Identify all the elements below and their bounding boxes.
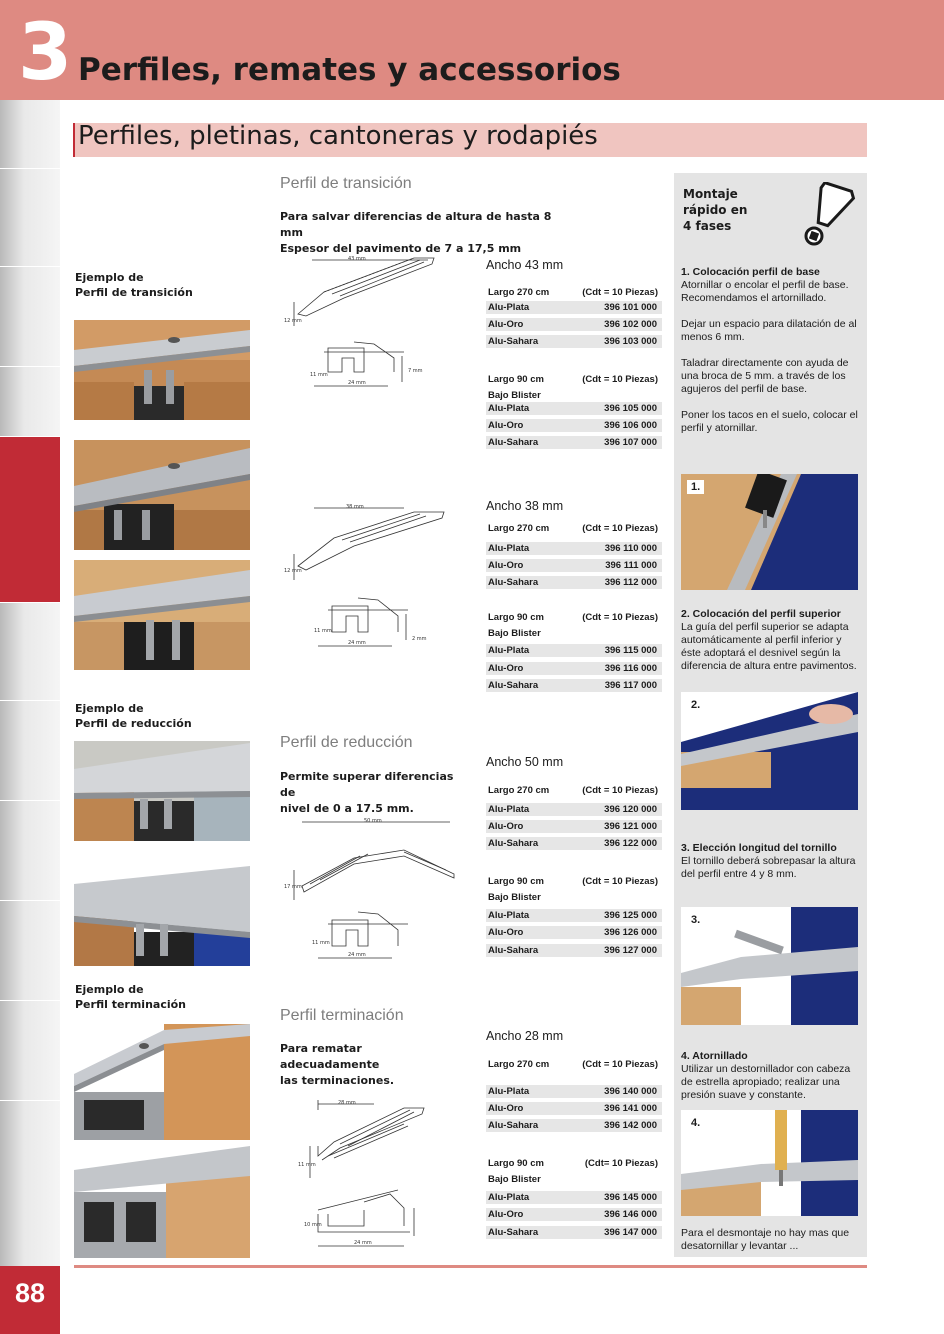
table-row	[486, 1208, 662, 1221]
technical-drawing-50mm	[294, 822, 454, 958]
finish-cell: Alu-Oro	[488, 420, 524, 431]
step-1-text	[681, 266, 861, 435]
table-row	[486, 576, 662, 589]
ref-cell: 396 141 000	[604, 1103, 657, 1114]
ref-cell: 396 120 000	[604, 804, 657, 815]
finish-cell: Alu-Plata	[488, 910, 530, 921]
ref-cell: 396 125 000	[604, 910, 657, 921]
finish-cell: Alu-Oro	[488, 319, 524, 330]
ref-cell: 396 103 000	[604, 336, 657, 347]
step-4-text	[681, 1050, 861, 1102]
example-label-transition	[75, 270, 225, 300]
dim-label: 12 mm	[284, 568, 302, 574]
table-row	[486, 679, 662, 692]
table-row	[486, 644, 662, 657]
step-photo-label: 1.	[687, 480, 704, 494]
step-paragraph: Dejar un espacio para dilatación de al menos 6 mm.	[681, 318, 857, 343]
ref-cell: 396 111 000	[605, 560, 657, 571]
step-photo-label: 2.	[687, 698, 704, 712]
finish-cell: Alu-Sahara	[488, 1120, 539, 1131]
chapter-title: Perfiles, remates y accessorios	[78, 52, 621, 88]
step-3-photo	[681, 907, 858, 1025]
table-row	[486, 1102, 662, 1115]
pack-label: (Cdt = 10 Piezas)	[582, 374, 658, 385]
step-title: 2. Colocación del perfil superior	[681, 608, 841, 620]
product-photo-transition-2	[74, 440, 250, 550]
ref-cell: 396 115 000	[604, 645, 657, 656]
technical-drawing-38mm	[294, 508, 444, 646]
step-2-text	[681, 608, 861, 673]
example-label-termination	[75, 982, 225, 1012]
example-line: Perfil terminación	[75, 998, 187, 1011]
dim-label: 43 mm	[348, 256, 366, 262]
finish-cell: Alu-Plata	[488, 543, 530, 554]
bottom-rule	[74, 1265, 867, 1268]
product-desc-transition	[280, 209, 570, 257]
length-label: Largo 270 cm	[488, 785, 550, 796]
dim-label: 2 mm	[412, 636, 427, 642]
pack-label: (Cdt = 10 Piezas)	[582, 1059, 658, 1070]
finish-cell: Alu-Sahara	[488, 680, 539, 691]
desc-line: Para rematar adecuadamente	[280, 1042, 380, 1071]
ref-cell: 396 145 000	[604, 1192, 657, 1203]
ref-cell: 396 140 000	[604, 1086, 657, 1097]
table-row	[486, 909, 662, 922]
ref-cell: 396 147 000	[604, 1227, 657, 1238]
ref-cell: 396 122 000	[604, 838, 657, 849]
table-row	[486, 559, 662, 572]
finish-cell: Alu-Plata	[488, 302, 530, 313]
dim-label: 12 mm	[284, 318, 302, 324]
example-label-reduction	[75, 701, 225, 731]
table-row	[486, 1119, 662, 1132]
step-title: 4. Atornillado	[681, 1050, 748, 1062]
finish-cell: Alu-Plata	[488, 645, 530, 656]
example-line: Ejemplo de	[75, 702, 144, 715]
side-tab[interactable]	[0, 1100, 60, 1200]
product-photo-reduction-1	[74, 741, 250, 841]
product-desc-reduction	[280, 769, 460, 817]
length-label: Largo 270 cm	[488, 523, 550, 534]
product-photo-reduction-2	[74, 862, 250, 966]
step-photo-label: 4.	[687, 1116, 704, 1130]
dim-label: 11 mm	[310, 372, 328, 378]
dim-label: 17 mm	[284, 884, 302, 890]
ref-cell: 396 106 000	[604, 420, 657, 431]
blister-label: Bajo Blister	[488, 628, 541, 639]
side-tab[interactable]	[0, 266, 60, 366]
finish-cell: Alu-Plata	[488, 804, 530, 815]
section-title: Perfiles, pletinas, cantoneras y rodapiés	[78, 121, 598, 151]
blister-label: Bajo Blister	[488, 390, 541, 401]
desc-line: Espesor del pavimento de 7 a 17,5 mm	[280, 242, 522, 255]
technical-drawing-28mm	[310, 1100, 424, 1246]
dim-label: 11 mm	[314, 628, 332, 634]
finish-cell: Alu-Sahara	[488, 1227, 539, 1238]
width-label: Ancho 43 mm	[486, 258, 564, 272]
table-row	[486, 542, 662, 555]
ref-cell: 396 117 000	[604, 680, 657, 691]
length-label: Largo 90 cm	[488, 876, 544, 887]
example-line: Ejemplo de	[75, 271, 144, 284]
desc-line: las terminaciones.	[280, 1074, 395, 1087]
ref-cell: 396 127 000	[604, 945, 657, 956]
ref-cell: 396 107 000	[604, 437, 657, 448]
desc-line: Para salvar diferencias de altura de hasta 8 mm	[280, 210, 552, 239]
product-photo-termination-1	[74, 1024, 250, 1140]
pack-label: (Cdt = 10 Piezas)	[582, 287, 658, 298]
finish-cell: Alu-Sahara	[488, 838, 539, 849]
product-photo-transition-1	[74, 320, 250, 420]
table-row	[486, 318, 662, 331]
finish-cell: Alu-Oro	[488, 560, 524, 571]
technical-drawing-43mm	[284, 252, 464, 402]
step-title: 3. Elección longitud del tornillo	[681, 842, 837, 854]
dim-label: 24 mm	[354, 1240, 372, 1246]
table-row	[486, 335, 662, 348]
step-1-photo	[681, 474, 858, 590]
chapter-number: 3	[18, 8, 73, 98]
montaje-footer-note: Para el desmontaje no hay mas que desatornillar y levantar ...	[681, 1227, 850, 1252]
example-line: Perfil de transición	[75, 286, 193, 299]
table-row	[486, 944, 662, 957]
montaje-title-line: rápido en	[683, 203, 748, 217]
table-row	[486, 820, 662, 833]
table-row	[486, 1085, 662, 1098]
dim-label: 38 mm	[346, 504, 364, 510]
finish-cell: Alu-Sahara	[488, 577, 539, 588]
finish-cell: Alu-Sahara	[488, 336, 539, 347]
table-row	[486, 301, 662, 314]
step-photo-label: 3.	[687, 913, 704, 927]
table-row	[486, 803, 662, 816]
desc-line: Permite superar diferencias de	[280, 770, 454, 799]
side-tab[interactable]	[0, 366, 60, 436]
dim-label: 7 mm	[408, 368, 423, 374]
ref-cell: 396 102 000	[604, 319, 657, 330]
example-line: Ejemplo de	[75, 983, 144, 996]
dim-label: 28 mm	[338, 1100, 356, 1106]
step-paragraph: Taladrar directamente con ayuda de una broca de 5 mm. a través de los agujeros del perfil de base.	[681, 357, 849, 395]
ref-cell: 396 110 000	[604, 543, 657, 554]
dim-label: 50 mm	[364, 818, 382, 824]
ref-cell: 396 146 000	[604, 1209, 657, 1220]
length-label: Largo 90 cm	[488, 1158, 544, 1169]
blister-label: Bajo Blister	[488, 1174, 541, 1185]
width-label: Ancho 50 mm	[486, 755, 564, 769]
side-tab[interactable]	[0, 900, 60, 1000]
step-3-text	[681, 842, 861, 881]
length-label: Largo 270 cm	[488, 1059, 550, 1070]
table-row	[486, 419, 662, 432]
product-heading-reduction: Perfil de reducción	[280, 734, 413, 751]
step-2-photo	[681, 692, 858, 810]
ref-cell: 396 101 000	[604, 302, 657, 313]
step-paragraph: Atornillar o encolar el perfil de base. Recomendamos el artornillado.	[681, 279, 849, 304]
length-label: Largo 90 cm	[488, 374, 544, 385]
side-tab-active[interactable]	[0, 436, 60, 602]
ref-cell: 396 126 000	[604, 927, 657, 938]
side-tab[interactable]	[0, 700, 60, 800]
finish-cell: Alu-Plata	[488, 1086, 530, 1097]
width-label: Ancho 38 mm	[486, 499, 564, 513]
dim-label: 24 mm	[348, 640, 366, 646]
page-number: 88	[14, 1278, 46, 1308]
table-row	[486, 436, 662, 449]
step-4-photo	[681, 1110, 858, 1216]
table-row	[486, 1226, 662, 1239]
finish-cell: Alu-Sahara	[488, 437, 539, 448]
table-row	[486, 837, 662, 850]
length-label: Largo 90 cm	[488, 612, 544, 623]
product-photo-termination-2	[74, 1146, 250, 1258]
step-paragraph: La guía del perfil superior se adapta automáticamente al perfil inferior y éste adoptará el desnivel según la diferencia de altura entre pavimentos.	[681, 621, 857, 672]
finish-cell: Alu-Plata	[488, 403, 530, 414]
product-heading-transition: Perfil de transición	[280, 175, 412, 192]
product-desc-termination	[280, 1041, 460, 1089]
product-heading-termination: Perfil terminación	[280, 1007, 404, 1024]
wrench-icon	[796, 182, 856, 248]
finish-cell: Alu-Oro	[488, 663, 524, 674]
montaje-title-line: Montaje	[683, 187, 738, 201]
ref-cell: 396 112 000	[604, 577, 657, 588]
table-row	[486, 1191, 662, 1204]
pack-label: (Cdt = 10 Piezas)	[582, 523, 658, 534]
finish-cell: Alu-Oro	[488, 1209, 524, 1220]
width-label: Ancho 28 mm	[486, 1029, 564, 1043]
montaje-title	[683, 186, 783, 234]
table-row	[486, 662, 662, 675]
dim-label: 11 mm	[298, 1162, 316, 1168]
dim-label: 24 mm	[348, 952, 366, 958]
table-row	[486, 402, 662, 415]
pack-label: (Cdt = 10 Piezas)	[582, 785, 658, 796]
side-tab[interactable]	[0, 602, 60, 700]
product-photo-transition-3	[74, 560, 250, 670]
dim-label: 10 mm	[304, 1222, 322, 1228]
finish-cell: Alu-Plata	[488, 1192, 530, 1203]
finish-cell: Alu-Oro	[488, 1103, 524, 1114]
dim-label: 24 mm	[348, 380, 366, 386]
pack-label: (Cdt = 10 Piezas)	[582, 876, 658, 887]
montaje-title-line: 4 fases	[683, 219, 732, 233]
dim-label: 11 mm	[312, 940, 330, 946]
pack-label: (Cdt = 10 Piezas)	[582, 612, 658, 623]
ref-cell: 396 121 000	[604, 821, 657, 832]
side-tab[interactable]	[0, 1000, 60, 1100]
side-tab[interactable]	[0, 800, 60, 900]
step-title: 1. Colocación perfil de base	[681, 266, 820, 278]
step-paragraph: Poner los tacos en el suelo, colocar el perfil y atornillar.	[681, 409, 858, 434]
table-row	[486, 926, 662, 939]
ref-cell: 396 142 000	[604, 1120, 657, 1131]
finish-cell: Alu-Sahara	[488, 945, 539, 956]
step-paragraph: Utilizar un destornillador con cabeza de estrella apropiado; realizar una presión suave y constante.	[681, 1063, 851, 1101]
desc-line: nivel de 0 a 17.5 mm.	[280, 802, 414, 815]
ref-cell: 396 105 000	[604, 403, 657, 414]
pack-label: (Cdt= 10 Piezas)	[584, 1158, 658, 1169]
finish-cell: Alu-Oro	[488, 821, 524, 832]
length-label: Largo 270 cm	[488, 287, 550, 298]
blister-label: Bajo Blister	[488, 892, 541, 903]
finish-cell: Alu-Oro	[488, 927, 524, 938]
step-paragraph: El tornillo deberá sobrepasar la altura del perfil entre 4 y 8 mm.	[681, 855, 856, 880]
side-tab[interactable]	[0, 168, 60, 266]
ref-cell: 396 116 000	[604, 663, 657, 674]
example-line: Perfil de reducción	[75, 717, 192, 730]
